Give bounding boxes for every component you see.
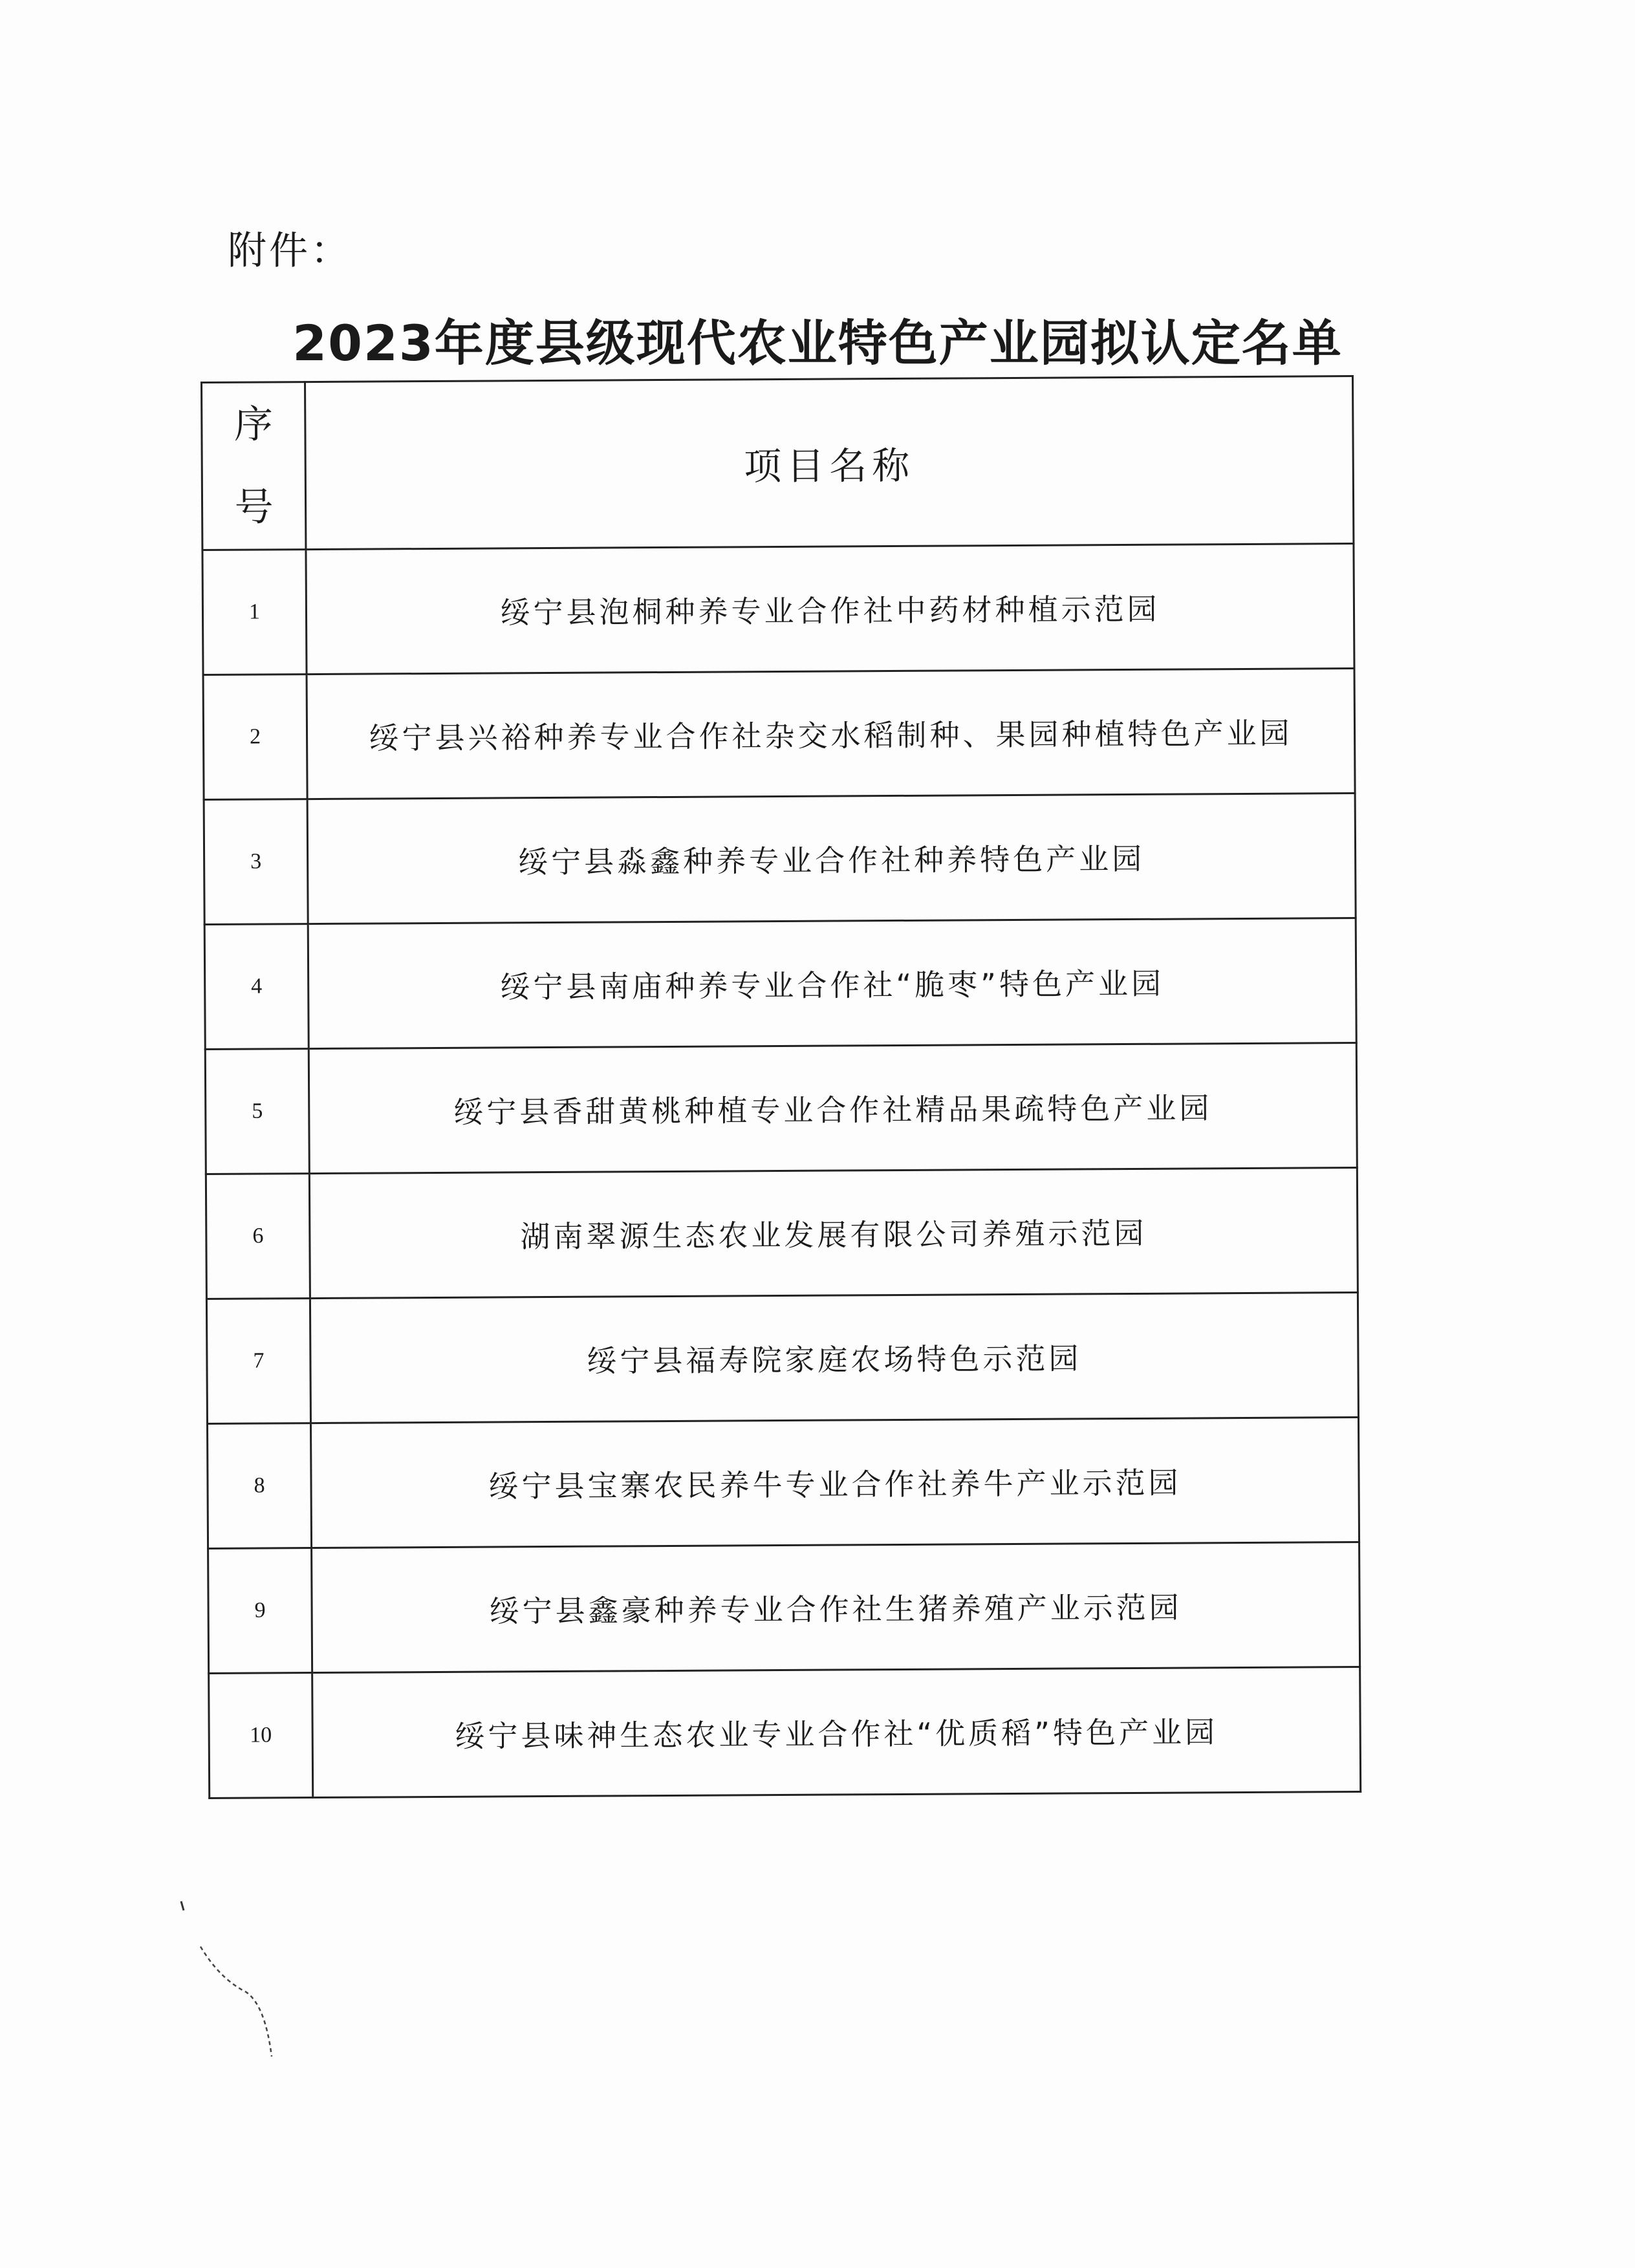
row-serial-number: 1	[202, 550, 307, 675]
row-serial-number: 5	[205, 1049, 309, 1174]
row-project-name: 绥宁县鑫豪种养专业合作社生猪养殖产业示范园	[312, 1542, 1360, 1673]
row-project-name: 绥宁县南庙种养专业合作社“脆枣”特色产业园	[308, 918, 1356, 1049]
table-row	[204, 918, 1356, 1050]
row-project-name: 绥宁县福寿院家庭农场特色示范园	[310, 1293, 1358, 1423]
table-row	[206, 1168, 1358, 1299]
row-project-name: 绥宁县兴裕种养专业合作社杂交水稻制种、果园种植特色产业园	[307, 669, 1355, 799]
row-serial-number: 9	[208, 1548, 312, 1674]
table-row	[205, 1043, 1357, 1174]
row-project-name: 绥宁县香甜黄桃种植专业合作社精品果疏特色产业园	[309, 1043, 1357, 1174]
table-row	[206, 1293, 1358, 1424]
row-serial-number: 8	[208, 1423, 312, 1549]
row-project-name: 绥宁县味神生态农业专业合作社“优质稻”特色产业园	[312, 1667, 1361, 1798]
document-title: 2023年度县级现代农业特色产业园拟认定名单	[292, 314, 1343, 372]
header-serial-line2: 号	[234, 484, 274, 530]
header-serial-number	[202, 382, 306, 550]
header-serial-line1: 序	[233, 402, 274, 448]
project-list-table	[200, 375, 1361, 1799]
row-project-name: 绥宁县泡桐种养专业合作社中药材种植示范园	[306, 544, 1354, 675]
row-serial-number: 3	[204, 799, 308, 925]
list-table-wrapper	[200, 375, 1359, 1799]
row-serial-number: 7	[206, 1299, 310, 1424]
row-serial-number: 6	[206, 1174, 310, 1299]
table-row	[204, 794, 1356, 925]
scan-artifact-mark	[175, 1895, 291, 2063]
attachment-label: 附件：	[228, 228, 352, 274]
table-row	[203, 669, 1355, 800]
table-body	[202, 544, 1361, 1798]
header-project-name: 项目名称	[305, 376, 1354, 550]
table-row	[202, 544, 1354, 675]
table-header-row	[202, 376, 1354, 550]
table-row	[208, 1418, 1359, 1549]
table-row	[208, 1542, 1360, 1674]
row-project-name: 绥宁县淼鑫种养专业合作社种养特色产业园	[307, 794, 1356, 924]
row-serial-number: 2	[203, 675, 307, 800]
row-project-name: 湖南翠源生态农业发展有限公司养殖示范园	[309, 1168, 1358, 1299]
row-serial-number: 4	[204, 924, 309, 1050]
row-serial-number: 10	[209, 1673, 313, 1798]
table-row	[209, 1667, 1361, 1798]
row-project-name: 绥宁县宝寨农民养牛专业合作社养牛产业示范园	[310, 1418, 1359, 1548]
